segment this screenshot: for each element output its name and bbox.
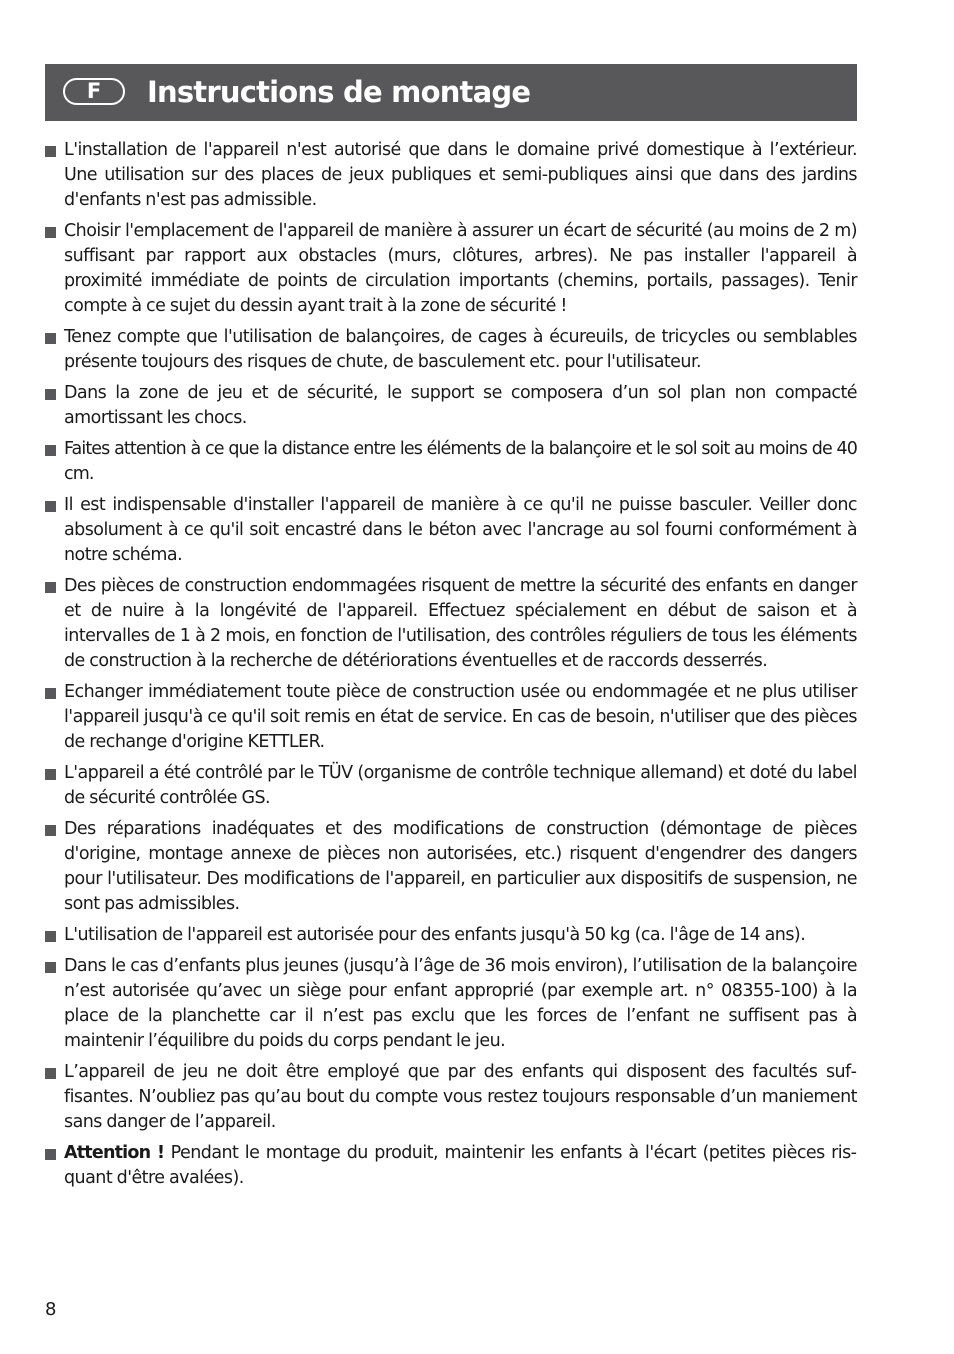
square-bullet-icon: [45, 333, 56, 344]
square-bullet-icon: [45, 227, 56, 238]
list-item: [45, 680, 857, 755]
list-item: [45, 381, 857, 431]
list-item-text: Il est indispensable d'installer l'appareil de manière à ce qu'il ne puisse basculer. Veiller donc absolument à ce qu'il soit encastré dans le béton avec l'ancrage au sol fourni conformément à notre schéma.: [64, 495, 857, 565]
square-bullet-icon: [45, 1149, 56, 1160]
list-item-text: Des pièces de construction endommagées risquent de mettre la sécurité des enfants en danger et de nuire à la longévité de l'appareil. Effectuez spécialement en début de saison et à intervalles de 1 à 2 mois, en fonction de l'utilisation, des contrôles réguliers de tous les éléments de construction à la recherche de détériorations éventuelles et de raccords desserrés.: [64, 576, 857, 671]
list-item: [45, 437, 857, 487]
square-bullet-icon: [45, 962, 56, 973]
list-item-text: Faites attention à ce que la distance entre les éléments de la balançoire et le sol soit au moins de 40 cm.: [64, 439, 857, 484]
page-title: Instructions de montage: [147, 75, 531, 109]
square-bullet-icon: [45, 146, 56, 157]
warning-item: [45, 1141, 857, 1191]
list-item-text: Choisir l'emplacement de l'appareil de manière à assurer un écart de sécurité (au moins de 2 m) suffisant par rapport aux obstacles (murs, clôtures, arbres). Ne pas installer l'appareil à proximité immédiate de points de circulation importants (chemins, portails, passages). Tenir compte à ce sujet du dessin ayant trait à la zone de sécurité !: [64, 221, 857, 316]
language-badge: F: [63, 78, 125, 105]
list-item: [45, 325, 857, 375]
list-item: [45, 1060, 857, 1135]
section-header: [45, 64, 857, 121]
list-item: [45, 138, 857, 213]
list-item-text: Echanger immédiatement toute pièce de construction usée ou endommagée et ne plus utiliser l'appareil jusqu'à ce qu'il soit remis en état de service. En cas de besoin, n'utiliser que des pièces de rechange d'origine KETTLER.: [64, 682, 857, 752]
instructions-list: [45, 138, 857, 1197]
square-bullet-icon: [45, 1068, 56, 1079]
list-item-text: Dans la zone de jeu et de sécurité, le support se composera d’un sol plan non compacté amortissant les chocs.: [64, 383, 857, 428]
list-item-text: Dans le cas d’enfants plus jeunes (jusqu’à l’âge de 36 mois environ), l’utilisation de la balançoire n’est autorisée qu’avec un siège pour enfant approprié (par exemple art. n° 08355-100) à la place de la planchette car il n’est pas exclu que les forces de l’enfant ne suffisent pas à maintenir l’équilibre du poids du corps pendant le jeu.: [64, 956, 857, 1051]
list-item-text: Tenez compte que l'utilisation de balançoires, de cages à écureuils, de tricycles ou semblables présente toujours des risques de chute, de basculement etc. pour l'utilisateur.: [64, 327, 857, 372]
list-item-text: L'appareil a été contrôlé par le TÜV (organisme de contrôle technique allemand) et doté du label de sécurité contrôlée GS.: [64, 763, 857, 808]
square-bullet-icon: [45, 825, 56, 836]
list-item: [45, 761, 857, 811]
warning-label: Attention !: [64, 1143, 165, 1163]
list-item-text: L'utilisation de l'appareil est autorisée pour des enfants jusqu'à 50 kg (ca. l'âge de 14 ans).: [64, 925, 806, 945]
square-bullet-icon: [45, 389, 56, 400]
square-bullet-icon: [45, 582, 56, 593]
list-item: [45, 817, 857, 917]
list-item-text: L'installation de l'appareil n'est autorisé que dans le domaine privé domestique à l’extérieur. Une utilisation sur des places de jeux publiques et semi-publiques ainsi que dans des jardins d'enfants n'est pas admissible.: [64, 140, 857, 210]
list-item: [45, 493, 857, 568]
square-bullet-icon: [45, 501, 56, 512]
list-item-text: Des réparations inadéquates et des modifications de construction (démontage de pièces d'origine, montage annexe de pièces non autorisées, etc.) risquent d'engendrer des dangers pour l'utilisateur. Des modifications de l'appareil, en particulier aux dispositifs de suspension, ne sont pas admissibles.: [64, 819, 857, 914]
list-item: [45, 954, 857, 1054]
square-bullet-icon: [45, 445, 56, 456]
square-bullet-icon: [45, 688, 56, 699]
square-bullet-icon: [45, 931, 56, 942]
square-bullet-icon: [45, 769, 56, 780]
warning-text: Pendant le montage du produit, maintenir les enfants à l'écart (petites pièces risquant d'être avalées).: [64, 1143, 857, 1188]
page-number: 8: [45, 1299, 57, 1320]
list-item-text: L’appareil de jeu ne doit être employé que par des enfants qui disposent des facultés suffisantes. N’oubliez pas qu’au bout du compte vous restez toujours responsable d’un maniement sans danger de l’appareil.: [64, 1062, 857, 1132]
list-item: [45, 923, 857, 948]
list-item: [45, 219, 857, 319]
list-item: [45, 574, 857, 674]
